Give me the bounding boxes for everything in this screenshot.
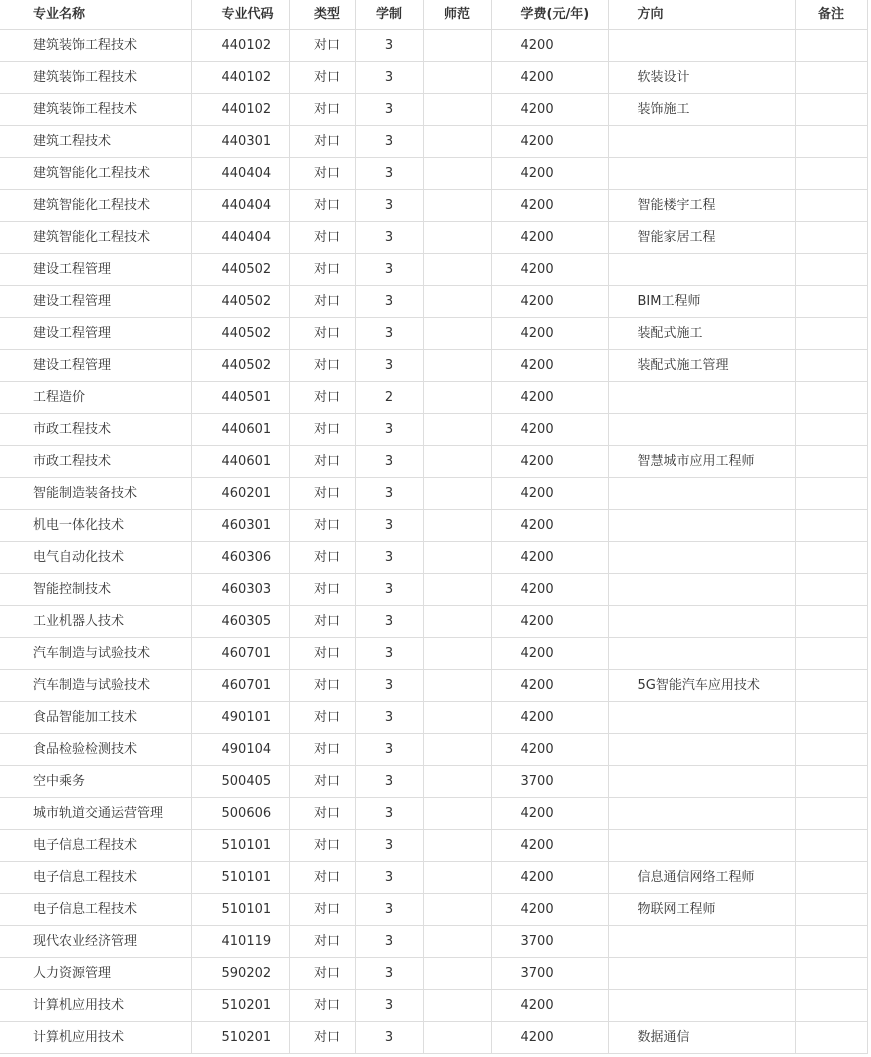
cell-major-name: 电气自动化技术 [0,542,191,574]
table-header [0,0,867,30]
cell-teacher-training [423,894,491,926]
cell-major-name: 电子信息工程技术 [0,862,191,894]
cell-type: 对口 [289,862,355,894]
cell-teacher-training [423,1022,491,1054]
cell-major-name: 建筑装饰工程技术 [0,62,191,94]
cell-note [795,286,867,318]
cell-note [795,638,867,670]
cell-teacher-training [423,862,491,894]
cell-teacher-training [423,734,491,766]
table-row [0,94,867,126]
table-row [0,158,867,190]
cell-direction [608,830,795,862]
cell-type: 对口 [289,254,355,286]
cell-major-name: 现代农业经济管理 [0,926,191,958]
cell-type: 对口 [289,222,355,254]
cell-teacher-training [423,798,491,830]
table-row [0,382,867,414]
cell-teacher-training [423,766,491,798]
cell-tuition: 3700 [491,766,608,798]
cell-tuition: 4200 [491,894,608,926]
cell-major-code: 460301 [191,510,289,542]
cell-note [795,1022,867,1054]
cell-teacher-training [423,350,491,382]
cell-type: 对口 [289,190,355,222]
cell-duration: 3 [355,766,423,798]
cell-note [795,254,867,286]
table-row [0,606,867,638]
cell-teacher-training [423,958,491,990]
cell-direction: 软装设计 [608,62,795,94]
table-row [0,286,867,318]
cell-major-name: 食品智能加工技术 [0,702,191,734]
cell-major-code: 500606 [191,798,289,830]
cell-direction: 智能家居工程 [608,222,795,254]
table-row [0,190,867,222]
cell-major-code: 590202 [191,958,289,990]
table-row [0,894,867,926]
cell-major-code: 440601 [191,414,289,446]
cell-tuition: 4200 [491,990,608,1022]
cell-type: 对口 [289,958,355,990]
table-row [0,830,867,862]
table-row [0,222,867,254]
cell-major-code: 440404 [191,158,289,190]
cell-duration: 3 [355,222,423,254]
cell-major-code: 440102 [191,30,289,62]
cell-major-name: 建筑装饰工程技术 [0,30,191,62]
table-row [0,670,867,702]
cell-direction [608,958,795,990]
cell-major-code: 510201 [191,990,289,1022]
cell-duration: 3 [355,702,423,734]
cell-note [795,798,867,830]
cell-direction [608,30,795,62]
cell-major-code: 510201 [191,1022,289,1054]
table-row [0,318,867,350]
cell-note [795,478,867,510]
cell-major-name: 建筑智能化工程技术 [0,190,191,222]
cell-major-code: 510101 [191,830,289,862]
cell-tuition: 4200 [491,382,608,414]
cell-teacher-training [423,478,491,510]
cell-duration: 3 [355,478,423,510]
cell-major-code: 460701 [191,670,289,702]
cell-tuition: 4200 [491,62,608,94]
table-row [0,862,867,894]
table-row [0,798,867,830]
cell-tuition: 4200 [491,1022,608,1054]
cell-direction: 5G智能汽车应用技术 [608,670,795,702]
cell-direction [608,254,795,286]
cell-teacher-training [423,286,491,318]
cell-major-code: 460305 [191,606,289,638]
cell-teacher-training [423,574,491,606]
cell-direction [608,702,795,734]
cell-type: 对口 [289,510,355,542]
cell-type: 对口 [289,798,355,830]
cell-note [795,94,867,126]
cell-note [795,702,867,734]
cell-note [795,542,867,574]
cell-tuition: 3700 [491,958,608,990]
table-row [0,926,867,958]
header-major-code: 专业代码 [191,0,289,30]
cell-note [795,318,867,350]
cell-duration: 2 [355,382,423,414]
table-row [0,990,867,1022]
cell-note [795,734,867,766]
cell-duration: 3 [355,254,423,286]
cell-type: 对口 [289,670,355,702]
cell-tuition: 4200 [491,798,608,830]
cell-duration: 3 [355,574,423,606]
cell-duration: 3 [355,414,423,446]
cell-duration: 3 [355,62,423,94]
cell-duration: 3 [355,670,423,702]
cell-note [795,830,867,862]
cell-major-name: 机电一体化技术 [0,510,191,542]
cell-type: 对口 [289,382,355,414]
cell-direction: 智慧城市应用工程师 [608,446,795,478]
cell-major-name: 汽车制造与试验技术 [0,638,191,670]
cell-duration: 3 [355,862,423,894]
cell-note [795,446,867,478]
cell-type: 对口 [289,62,355,94]
cell-tuition: 4200 [491,286,608,318]
cell-direction [608,766,795,798]
header-type: 类型 [289,0,355,30]
cell-duration: 3 [355,830,423,862]
header-direction: 方向 [608,0,795,30]
cell-tuition: 4200 [491,606,608,638]
cell-type: 对口 [289,606,355,638]
cell-duration: 3 [355,926,423,958]
table-row [0,510,867,542]
cell-duration: 3 [355,158,423,190]
cell-teacher-training [423,638,491,670]
cell-major-name: 计算机应用技术 [0,990,191,1022]
cell-major-code: 440601 [191,446,289,478]
cell-tuition: 4200 [491,222,608,254]
cell-teacher-training [423,222,491,254]
cell-major-code: 440301 [191,126,289,158]
cell-note [795,126,867,158]
table-row [0,126,867,158]
cell-duration: 3 [355,30,423,62]
table-row [0,766,867,798]
cell-major-code: 440502 [191,286,289,318]
cell-duration: 3 [355,606,423,638]
cell-direction: 装配式施工 [608,318,795,350]
cell-teacher-training [423,990,491,1022]
cell-direction: 数据通信 [608,1022,795,1054]
table-row [0,446,867,478]
table-row [0,542,867,574]
cell-direction [608,926,795,958]
cell-teacher-training [423,158,491,190]
cell-tuition: 4200 [491,318,608,350]
cell-major-name: 智能控制技术 [0,574,191,606]
cell-note [795,190,867,222]
cell-type: 对口 [289,158,355,190]
cell-major-name: 工业机器人技术 [0,606,191,638]
cell-teacher-training [423,318,491,350]
cell-type: 对口 [289,574,355,606]
cell-major-code: 510101 [191,894,289,926]
cell-tuition: 4200 [491,414,608,446]
cell-major-code: 500405 [191,766,289,798]
cell-tuition: 4200 [491,158,608,190]
cell-direction [608,734,795,766]
cell-type: 对口 [289,318,355,350]
cell-major-name: 建筑装饰工程技术 [0,94,191,126]
cell-teacher-training [423,254,491,286]
cell-duration: 3 [355,318,423,350]
cell-major-name: 建设工程管理 [0,318,191,350]
table-row [0,702,867,734]
cell-major-code: 440102 [191,62,289,94]
cell-duration: 3 [355,350,423,382]
cell-note [795,158,867,190]
cell-duration: 3 [355,286,423,318]
cell-type: 对口 [289,542,355,574]
cell-major-code: 440502 [191,254,289,286]
cell-note [795,958,867,990]
table-row [0,478,867,510]
cell-major-name: 空中乘务 [0,766,191,798]
cell-teacher-training [423,606,491,638]
cell-type: 对口 [289,350,355,382]
cell-teacher-training [423,510,491,542]
cell-note [795,574,867,606]
cell-duration: 3 [355,446,423,478]
cell-direction [608,606,795,638]
table-row [0,30,867,62]
cell-duration: 3 [355,798,423,830]
table-row [0,574,867,606]
cell-tuition: 4200 [491,30,608,62]
cell-type: 对口 [289,478,355,510]
table-row [0,254,867,286]
cell-tuition: 4200 [491,734,608,766]
cell-duration: 3 [355,94,423,126]
cell-major-code: 440404 [191,222,289,254]
cell-tuition: 4200 [491,94,608,126]
cell-duration: 3 [355,638,423,670]
cell-major-code: 440501 [191,382,289,414]
cell-type: 对口 [289,830,355,862]
cell-major-name: 建筑智能化工程技术 [0,158,191,190]
cell-type: 对口 [289,414,355,446]
cell-teacher-training [423,926,491,958]
table-row [0,350,867,382]
cell-tuition: 4200 [491,542,608,574]
cell-type: 对口 [289,94,355,126]
header-duration: 学制 [355,0,423,30]
cell-tuition: 4200 [491,830,608,862]
cell-note [795,606,867,638]
cell-teacher-training [423,382,491,414]
cell-note [795,30,867,62]
cell-direction [608,542,795,574]
cell-note [795,382,867,414]
cell-major-code: 460701 [191,638,289,670]
cell-teacher-training [423,670,491,702]
cell-tuition: 4200 [491,670,608,702]
cell-tuition: 4200 [491,478,608,510]
table-row [0,638,867,670]
cell-major-name: 建设工程管理 [0,350,191,382]
cell-duration: 3 [355,1022,423,1054]
cell-direction: 装饰施工 [608,94,795,126]
cell-major-code: 460303 [191,574,289,606]
cell-major-name: 城市轨道交通运营管理 [0,798,191,830]
cell-teacher-training [423,126,491,158]
cell-major-code: 440502 [191,318,289,350]
cell-teacher-training [423,62,491,94]
cell-teacher-training [423,94,491,126]
cell-duration: 3 [355,990,423,1022]
cell-direction [608,382,795,414]
cell-duration: 3 [355,126,423,158]
cell-note [795,350,867,382]
cell-major-name: 电子信息工程技术 [0,830,191,862]
cell-duration: 3 [355,510,423,542]
cell-major-name: 市政工程技术 [0,446,191,478]
cell-direction: 装配式施工管理 [608,350,795,382]
cell-major-name: 市政工程技术 [0,414,191,446]
cell-type: 对口 [289,734,355,766]
cell-tuition: 4200 [491,574,608,606]
cell-major-name: 工程造价 [0,382,191,414]
cell-type: 对口 [289,30,355,62]
header-tuition: 学费(元/年) [491,0,608,30]
cell-note [795,926,867,958]
cell-direction: BIM工程师 [608,286,795,318]
cell-note [795,766,867,798]
cell-major-code: 460201 [191,478,289,510]
cell-note [795,894,867,926]
cell-duration: 3 [355,190,423,222]
cell-major-code: 440502 [191,350,289,382]
cell-major-name: 智能制造装备技术 [0,478,191,510]
cell-tuition: 3700 [491,926,608,958]
table-row [0,734,867,766]
cell-major-name: 建筑工程技术 [0,126,191,158]
table-row [0,62,867,94]
cell-type: 对口 [289,446,355,478]
cell-tuition: 4200 [491,510,608,542]
cell-direction: 智能楼宇工程 [608,190,795,222]
cell-direction [608,798,795,830]
cell-type: 对口 [289,894,355,926]
cell-major-name: 建设工程管理 [0,254,191,286]
cell-major-name: 建设工程管理 [0,286,191,318]
cell-duration: 3 [355,894,423,926]
cell-type: 对口 [289,1022,355,1054]
cell-major-code: 410119 [191,926,289,958]
table-body [0,30,867,1054]
cell-direction: 物联网工程师 [608,894,795,926]
cell-major-name: 汽车制造与试验技术 [0,670,191,702]
cell-direction [608,510,795,542]
cell-teacher-training [423,830,491,862]
cell-direction: 信息通信网络工程师 [608,862,795,894]
cell-tuition: 4200 [491,350,608,382]
cell-note [795,670,867,702]
cell-teacher-training [423,702,491,734]
cell-duration: 3 [355,542,423,574]
cell-direction [608,638,795,670]
cell-type: 对口 [289,638,355,670]
cell-tuition: 4200 [491,126,608,158]
cell-note [795,990,867,1022]
table-row [0,958,867,990]
cell-major-code: 490104 [191,734,289,766]
cell-note [795,62,867,94]
table-row [0,414,867,446]
cell-major-code: 490101 [191,702,289,734]
cell-direction [608,126,795,158]
cell-major-code: 440102 [191,94,289,126]
cell-major-name: 食品检验检测技术 [0,734,191,766]
cell-teacher-training [423,190,491,222]
cell-direction [608,574,795,606]
cell-teacher-training [423,30,491,62]
header-row [0,0,867,30]
header-teacher-training: 师范 [423,0,491,30]
cell-direction [608,158,795,190]
cell-teacher-training [423,446,491,478]
cell-type: 对口 [289,990,355,1022]
cell-major-code: 510101 [191,862,289,894]
cell-tuition: 4200 [491,862,608,894]
cell-type: 对口 [289,286,355,318]
cell-major-name: 计算机应用技术 [0,1022,191,1054]
cell-duration: 3 [355,734,423,766]
cell-direction [608,990,795,1022]
cell-major-name: 人力资源管理 [0,958,191,990]
cell-note [795,510,867,542]
cell-major-name: 电子信息工程技术 [0,894,191,926]
cell-note [795,862,867,894]
cell-major-code: 440404 [191,190,289,222]
cell-tuition: 4200 [491,446,608,478]
header-note: 备注 [795,0,867,30]
header-major-name: 专业名称 [0,0,191,30]
cell-tuition: 4200 [491,254,608,286]
cell-type: 对口 [289,766,355,798]
cell-type: 对口 [289,702,355,734]
cell-direction [608,478,795,510]
cell-duration: 3 [355,958,423,990]
table-row [0,1022,867,1054]
cell-teacher-training [423,414,491,446]
cell-note [795,414,867,446]
cell-major-name: 建筑智能化工程技术 [0,222,191,254]
cell-tuition: 4200 [491,702,608,734]
cell-note [795,222,867,254]
cell-major-code: 460306 [191,542,289,574]
cell-teacher-training [423,542,491,574]
cell-direction [608,414,795,446]
cell-type: 对口 [289,926,355,958]
cell-type: 对口 [289,126,355,158]
cell-tuition: 4200 [491,190,608,222]
cell-tuition: 4200 [491,638,608,670]
